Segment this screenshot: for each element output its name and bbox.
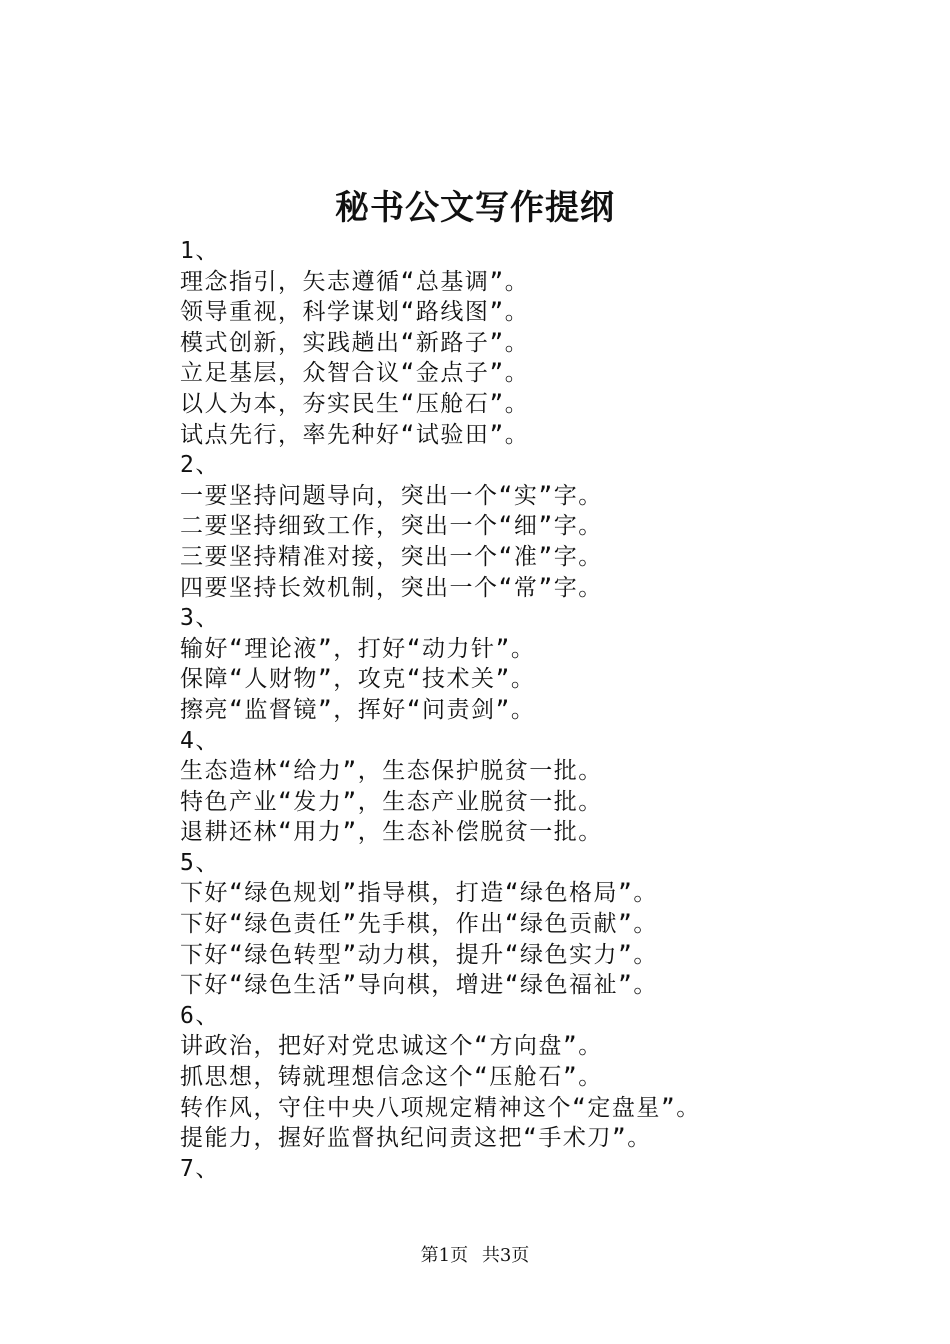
text-line: 四要坚持长效机制，突出一个“常”字。 (180, 574, 603, 601)
text-line: 理念指引，矢志遵循“总基调”。 (180, 268, 530, 295)
text-line: 立足基层，众智合议“金点子”。 (180, 360, 530, 387)
page-footer (0, 1244, 950, 1268)
section-heading: 7、 (180, 1155, 220, 1182)
text-line: 保障“人财物”，攻克“技术关”。 (180, 666, 536, 693)
text-line: 抓思想，铸就理想信念这个“压舱石”。 (180, 1064, 603, 1091)
document-title: 秘书公文写作提纲 (335, 188, 615, 228)
text-line: 转作风，守住中央八项规定精神这个“定盘星”。 (180, 1094, 701, 1121)
text-line: 特色产业“发力”，生态产业脱贫一批。 (180, 788, 603, 815)
text-line: 下好“绿色规划”指导棋，打造“绿色格局”。 (180, 880, 658, 907)
text-line: 下好“绿色生活”导向棋，增进“绿色福祉”。 (180, 972, 658, 999)
text-line: 生态造林“给力”，生态保护脱贫一批。 (180, 758, 603, 785)
text-line: 下好“绿色转型”动力棋，提升“绿色实力”。 (180, 941, 658, 968)
page-total: 共3页 (481, 1245, 530, 1266)
text-line: 三要坚持精准对接，突出一个“准”字。 (180, 543, 603, 570)
text-line: 以人为本，夯实民生“压舱石”。 (180, 390, 530, 417)
section-heading: 4、 (180, 727, 220, 754)
text-line: 退耕还林“用力”，生态补偿脱贫一批。 (180, 819, 603, 846)
text-line: 讲政治，把好对党忠诚这个“方向盘”。 (180, 1033, 603, 1060)
page-number: 第1页 (420, 1245, 469, 1266)
text-line: 试点先行，率先种好“试验田”。 (180, 421, 530, 448)
section-heading: 6、 (180, 1002, 220, 1029)
text-line: 提能力，握好监督执纪问责这把“手术刀”。 (180, 1125, 652, 1152)
text-line: 领导重视，科学谋划“路线图”。 (180, 299, 530, 326)
text-line: 输好“理论液”，打好“动力针”。 (180, 635, 536, 662)
text-line: 擦亮“监督镜”，挥好“问责剑”。 (180, 696, 536, 723)
section-heading: 1、 (180, 238, 220, 264)
document-body (180, 236, 920, 1184)
section-heading: 2、 (180, 452, 220, 479)
section-heading: 5、 (180, 849, 220, 876)
text-line: 下好“绿色责任”先手棋，作出“绿色贡献”。 (180, 911, 658, 938)
text-line: 一要坚持问题导向，突出一个“实”字。 (180, 482, 603, 509)
section-heading: 3、 (180, 605, 220, 632)
text-line: 模式创新，实践趟出“新路子”。 (180, 329, 530, 356)
text-line: 二要坚持细致工作，突出一个“细”字。 (180, 513, 603, 540)
